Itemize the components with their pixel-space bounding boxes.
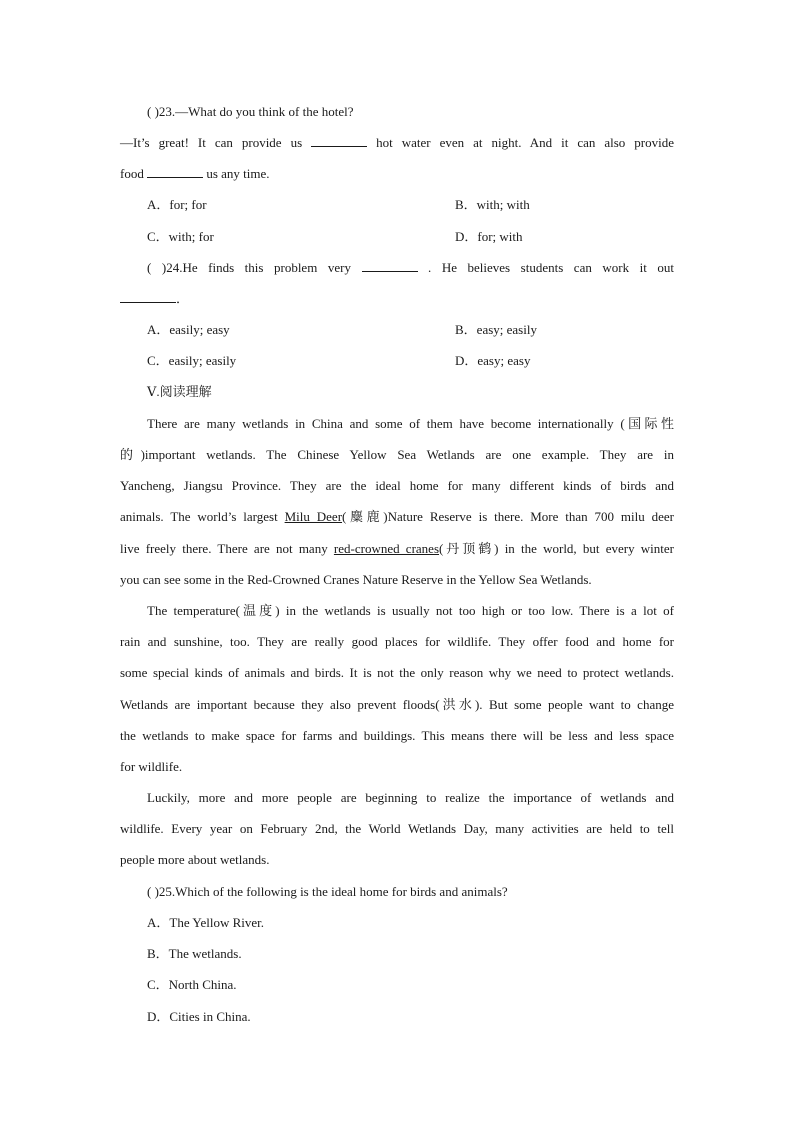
q23-line3 (120, 164, 674, 184)
q24-blank-2[interactable] (120, 289, 176, 303)
q24-line2-end: ． (176, 291, 190, 306)
q23-option-b[interactable]: B．with; with (455, 197, 530, 212)
section-heading: Ⅴ.阅读理解 (147, 384, 212, 399)
passage-p2-line6: for wildlife. (120, 759, 183, 774)
q23-blank-2[interactable] (147, 164, 203, 178)
passage-p1-line4-a: animals. The world’s largest (120, 509, 278, 524)
q23-line3-text-a: food (120, 166, 144, 181)
q24-option-d[interactable]: D．easy; easy (455, 353, 531, 368)
q25-option-b[interactable]: B．The wetlands. (147, 946, 242, 961)
passage-p1-line5 (120, 539, 674, 559)
passage-p1-line4-b: (麋鹿)Nature Reserve is there. More than 700 milu deer (342, 509, 675, 524)
q23-line2-text-b: hot water even at night. And it can also provide (376, 135, 674, 150)
q24-blank-1[interactable] (362, 258, 418, 272)
passage-p3-line1: Luckily, more and more people are beginning to realize the importance of wetlands and (147, 790, 674, 805)
milu-deer-term: Milu Deer (284, 509, 343, 524)
q24-option-a[interactable]: A．easily; easy (147, 322, 230, 337)
passage-p2-line1: The temperature(温度) in the wetlands is usually not too high or too low. There is a lot of (147, 603, 674, 618)
passage-p2-line2: rain and sunshine, too. They are really good places for wildlife. They offer food and home for (120, 634, 674, 649)
red-crowned-cranes-term: red-crowned cranes (333, 541, 440, 556)
q24-line2 (120, 289, 674, 309)
q24-option-c[interactable]: C．easily; easily (147, 353, 237, 368)
passage-p1-line1: There are many wetlands in China and some of them have become internationally (国际性 (147, 416, 674, 431)
passage-p1-line5-a: live freely there. There are not many (120, 541, 328, 556)
q24-line1-text-b: . He believes students can work it out (428, 260, 675, 275)
q25-prompt: ( )25.Which of the following is the ideal home for birds and animals? (147, 884, 508, 899)
q25-option-c[interactable]: C．North China. (147, 977, 237, 992)
q25-option-d[interactable]: D．Cities in China. (147, 1009, 251, 1024)
q24-line1-text-a: ( )24.He finds this problem very (147, 260, 351, 275)
q23-prompt: ( )23.—What do you think of the hotel? (147, 104, 354, 119)
passage-p1-line3: Yancheng, Jiangsu Province. They are the ideal home for many different kinds of birds and (120, 478, 674, 493)
passage-p1-line2: 的)important wetlands. The Chinese Yellow Sea Wetlands are one example. They are in (120, 447, 674, 462)
q23-line3-text-b: us any time. (206, 166, 270, 181)
passage-p3-line3: people more about wetlands. (120, 852, 270, 867)
passage-p2-line4: Wetlands are important because they also prevent floods(洪水). But some people want to change (120, 697, 674, 712)
q23-option-c[interactable]: C．with; for (147, 229, 214, 244)
q24-option-b[interactable]: B．easy; easily (455, 322, 537, 337)
passage-p2-line5: the wetlands to make space for farms and buildings. This means there will be less and less space (120, 728, 674, 743)
q23-blank-1[interactable] (311, 133, 367, 147)
q25-option-a[interactable]: A．The Yellow River. (147, 915, 265, 930)
passage-p3-line2: wildlife. Every year on February 2nd, the World Wetlands Day, many activities are held to tell (120, 821, 674, 836)
passage-p1-line6: you can see some in the Red-Crowned Cranes Nature Reserve in the Yellow Sea Wetlands. (120, 572, 592, 587)
passage-p1-line5-b: (丹顶鹤) in the world, but every winter (439, 541, 674, 556)
q23-option-d[interactable]: D．for; with (455, 229, 523, 244)
q23-line2-text-a: —It’s great! It can provide us (120, 135, 303, 150)
q24-line1 (147, 258, 674, 278)
passage-p1-line4 (120, 507, 674, 527)
q23-line2 (120, 133, 674, 153)
q23-option-a[interactable]: A．for; for (147, 197, 207, 212)
passage-p2-line3: some special kinds of animals and birds. It is not the only reason why we need to protect wetlands. (120, 665, 674, 680)
